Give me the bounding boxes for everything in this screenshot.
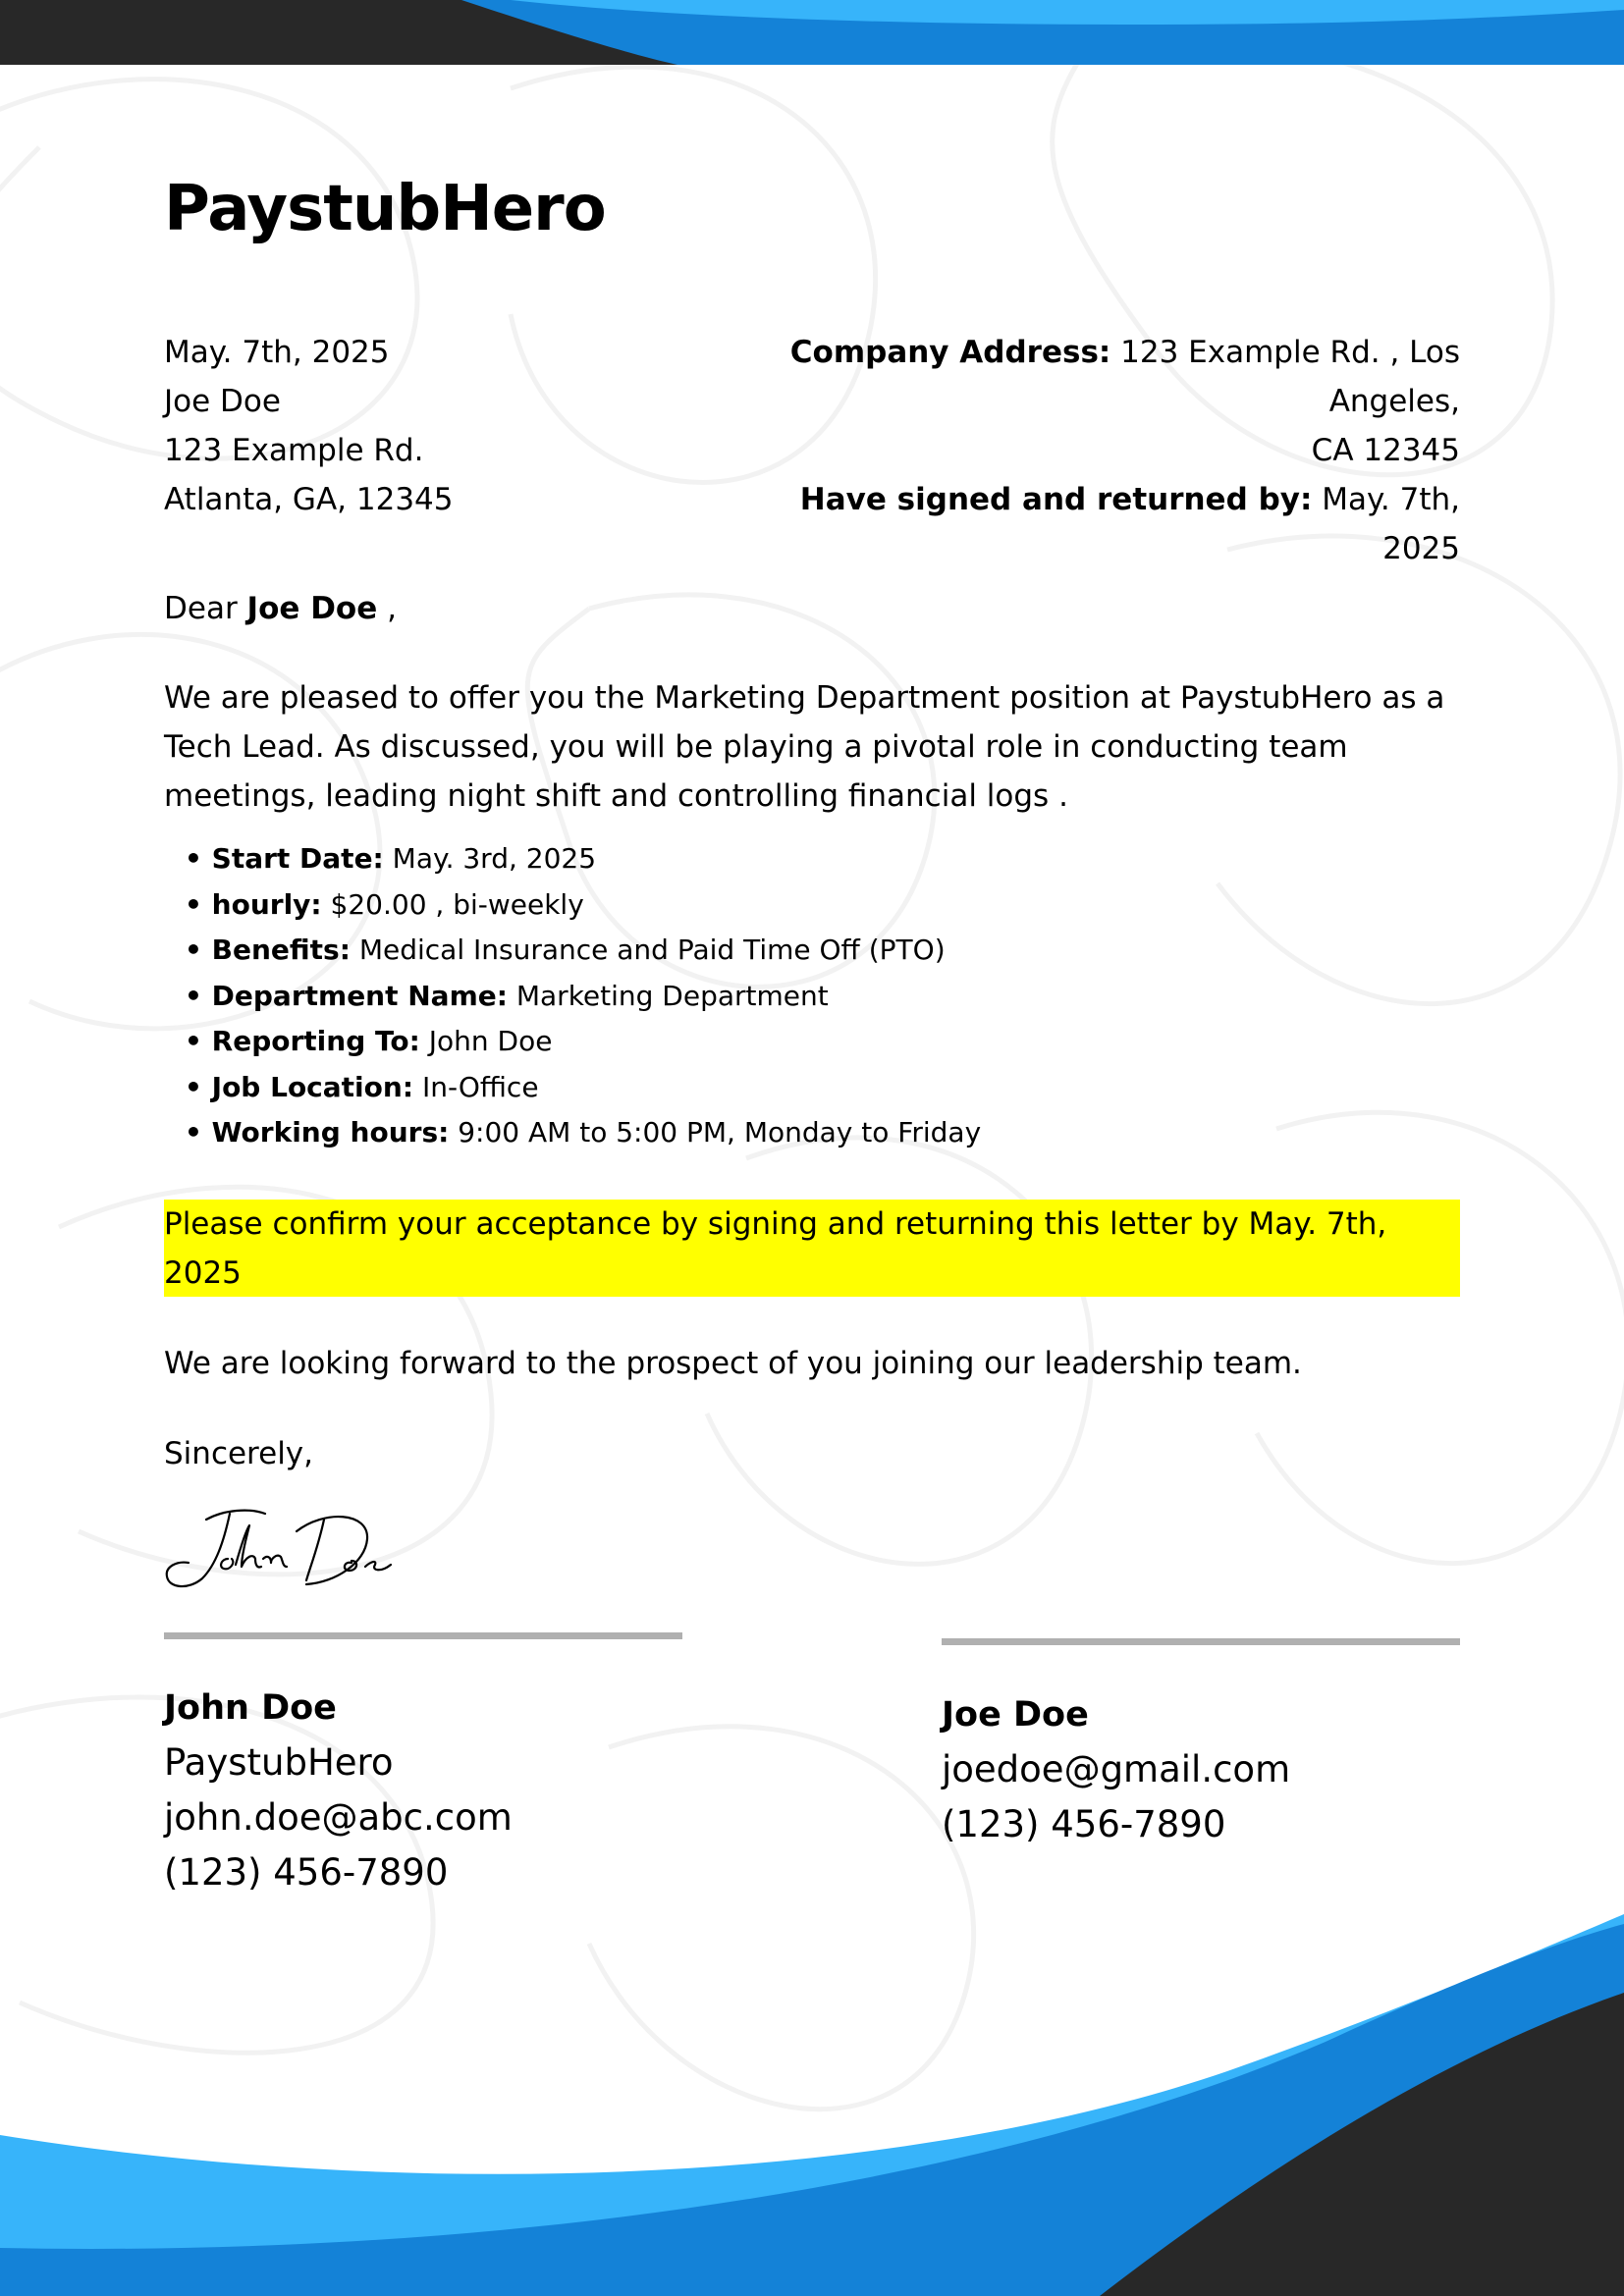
sender-name: John Doe [164, 1688, 337, 1728]
greeting-name: Joe Doe [246, 591, 378, 626]
company-address-line2: CA 12345 [1311, 433, 1460, 468]
sender-email: john.doe@abc.com [164, 1796, 513, 1839]
offer-terms-list [185, 836, 1441, 1156]
list-item [185, 974, 1441, 1020]
greeting-suffix: , [387, 591, 397, 626]
company-address-value: 123 Example Rd. , Los Angeles, [1120, 335, 1460, 419]
recipient-city: Atlanta, GA, 12345 [164, 482, 454, 517]
greeting-prefix: Dear [164, 591, 238, 626]
list-item [185, 1019, 1441, 1065]
term-value: $20.00 , bi-weekly [330, 887, 584, 921]
letter-date: May. 7th, 2025 [164, 335, 390, 370]
sender-contact-block [164, 1681, 513, 1900]
handwritten-signature [159, 1502, 454, 1600]
recipient-contact-block [942, 1687, 1290, 1852]
term-label: hourly: [211, 887, 322, 921]
recipient-phone: (123) 456-7890 [942, 1803, 1226, 1845]
company-brand-title: PaystubHero [164, 173, 606, 245]
list-item [185, 1110, 1441, 1156]
recipient-signature-line [942, 1638, 1460, 1645]
return-by-label: Have signed and returned by: [799, 482, 1313, 517]
closing-paragraph: We are looking forward to the prospect of you joining our leadership team. [164, 1346, 1302, 1381]
intro-paragraph: We are pleased to offer you the Marketing Department position at PaystubHero as a Tech Lead. As discussed, you will be playing a pivotal role in conducting team meetings, leading night shift and controlling financial logs . [164, 680, 1445, 814]
greeting [164, 584, 397, 633]
term-label: Benefits: [211, 934, 351, 966]
term-label: Job Location: [211, 1070, 414, 1103]
term-label: Start Date: [211, 842, 384, 875]
recipient-street: 123 Example Rd. [164, 433, 424, 468]
recipient-name: Joe Doe [164, 384, 281, 419]
list-item [185, 1065, 1441, 1111]
company-address-label: Company Address: [789, 335, 1111, 370]
return-by-date: May. 7th, 2025 [1322, 482, 1460, 566]
recipient-email: joedoe@gmail.com [942, 1748, 1291, 1790]
sender-company: PaystubHero [164, 1741, 394, 1784]
term-label: Reporting To: [211, 1025, 420, 1057]
term-value: May. 3rd, 2025 [392, 842, 597, 875]
sign-off: Sincerely, [164, 1436, 314, 1471]
term-value: Marketing Department [515, 979, 829, 1012]
term-value: John Doe [428, 1025, 553, 1057]
recipient-address-block [164, 328, 454, 524]
term-value: Medical Insurance and Paid Time Off (PTO) [358, 934, 946, 966]
company-address-block [753, 328, 1460, 573]
sender-signature-line [164, 1632, 682, 1639]
list-item [185, 882, 1441, 929]
list-item [185, 836, 1441, 882]
term-label: Department Name: [211, 979, 508, 1012]
term-value: 9:00 AM to 5:00 PM, Monday to Friday [458, 1116, 982, 1148]
term-label: Working hours: [211, 1116, 450, 1148]
company-address-line [753, 328, 1460, 426]
sender-phone: (123) 456-7890 [164, 1851, 449, 1894]
acceptance-deadline-highlight: Please confirm your acceptance by signing and returning this letter by May. 7th, 2025 [164, 1200, 1460, 1297]
list-item [185, 928, 1441, 974]
return-by-line [753, 475, 1460, 573]
recipient-contact-name: Joe Doe [942, 1695, 1089, 1735]
term-value: In-Office [421, 1070, 539, 1103]
